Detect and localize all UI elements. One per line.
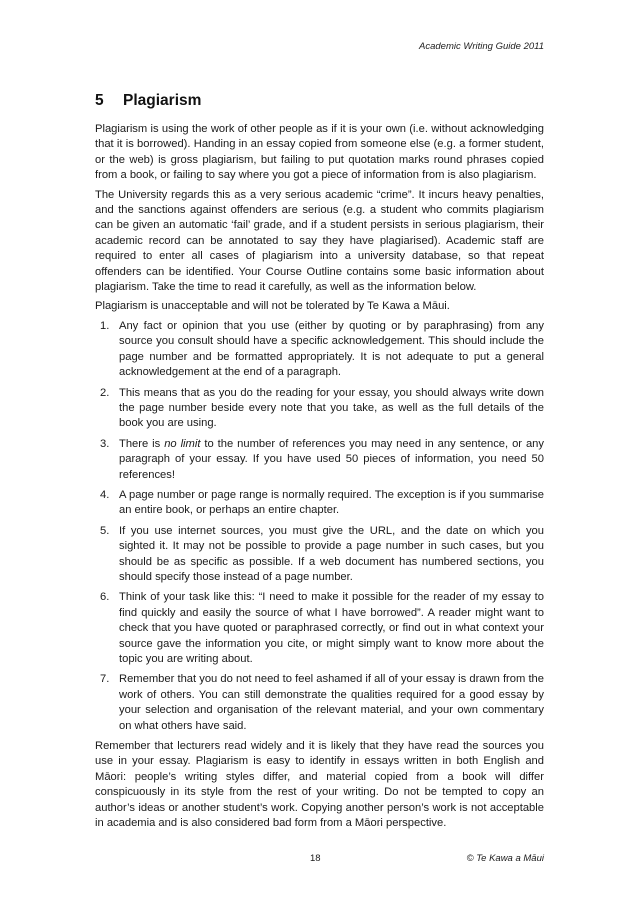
list-text: A page number or page range is normally required. The exception is if you summarise an entire book, or perhaps an entire chapter. [119,488,544,517]
page-number: 18 [310,853,321,864]
section-number: 5 [95,92,104,109]
list-item [95,672,544,734]
document-body [95,122,544,835]
list-text: If you use internet sources, you must give the URL, and the date on which you sighted it. It may not be possible to provide a page number in such cases, but you should be as specific as possible. If a web document has numbered sections, you should specify those instead of a page number. [119,524,544,583]
list-item [95,437,544,483]
list-text [119,438,544,481]
list-item [95,319,544,381]
section-heading [95,92,201,110]
list-text-part: There is [119,437,165,450]
list-number: 7. [100,673,110,686]
copyright-notice: © Te Kawa a Māui [466,853,544,864]
numbered-list [95,319,544,734]
paragraph: The University regards this as a very serious academic “crime”. It incurs heavy penalties, and the sanctions against offenders are serious (e.g. a student who commits plagiarism can be given an automatic ‘fail’ grade, and if a student persists in serious plagiarism, their academic record can be annotated to say they have plagiarised). Academic staff are required to enter all cases of plagiarism into a university database, so that repeat offenders can be identified. Your Course Outline contains some basic information about plagiarism. Take the time to read it carefully, as well as the information below. [95,188,544,294]
list-number: 6. [100,591,110,604]
section-title: Plagiarism [123,92,202,109]
list-text: Remember that you do not need to feel ashamed if all of your essay is drawn from the work of others. You can still demonstrate the qualities required for a good essay by your selection and organisation of the relevant material, and your own commentary on what others have said. [119,673,544,732]
running-header: Academic Writing Guide 2011 [419,41,544,52]
paragraph: Plagiarism is unacceptable and will not be tolerated by Te Kawa a Māui. [95,300,450,313]
list-text-part: to the number of references you may need in any sentence, or any paragraph of your essay. If you have used 50 pieces of information, you need 50 references! [119,437,544,481]
list-item [95,590,544,667]
list-item [95,386,544,432]
list-number: 5. [100,524,110,537]
paragraph: Plagiarism is using the work of other people as if it is your own (i.e. without acknowledging that it is borrowed). Handing in an essay copied from someone else (e.g. a former student, or the web) is gross plagiarism, but failing to put quotation marks round phrases copied from a book, or failing to say where you got a piece of information from is also plagiarism. [95,123,544,182]
list-number: 3. [100,437,110,450]
list-text: Think of your task like this: “I need to make it possible for the reader of my essay to find quickly and easily the source of what I have borrowed”. A reader might want to check that you have quoted or paraphrased correctly, or find out in what context your source gave the information you cite, or might simply want to know more about the topic you are writing about. [119,591,544,665]
emphasis-text: no limit [164,437,201,450]
list-text: Any fact or opinion that you use (either by quoting or by paraphrasing) from any source you consult should have a specific acknowledgement. This should include the page number and be formatted appropriately. It is not adequate to put a general acknowledgement at the end of a paragraph. [119,319,544,379]
list-number: 4. [100,488,110,501]
list-text: This means that as you do the reading for your essay, you should always write down the page number beside every note that you take, as well as the full details of the book you are using. [119,386,544,430]
list-number: 2. [100,386,110,399]
list-item [95,524,544,586]
list-number: 1. [100,319,110,332]
list-item [95,488,544,519]
closing-paragraph: Remember that lecturers read widely and it is likely that they have read the sources you use in your essay. Plagiarism is easy to identify in essays written in both English and Māori: people’s writing styles differ, and material copied from a book will differ conspicuously in its style from the rest of your writing. Do not be tempted to copy an author’s ideas or another student’s work. Copying another person’s work is not acceptable in academia and is also considered bad form from a Māori perspective. [95,740,544,830]
